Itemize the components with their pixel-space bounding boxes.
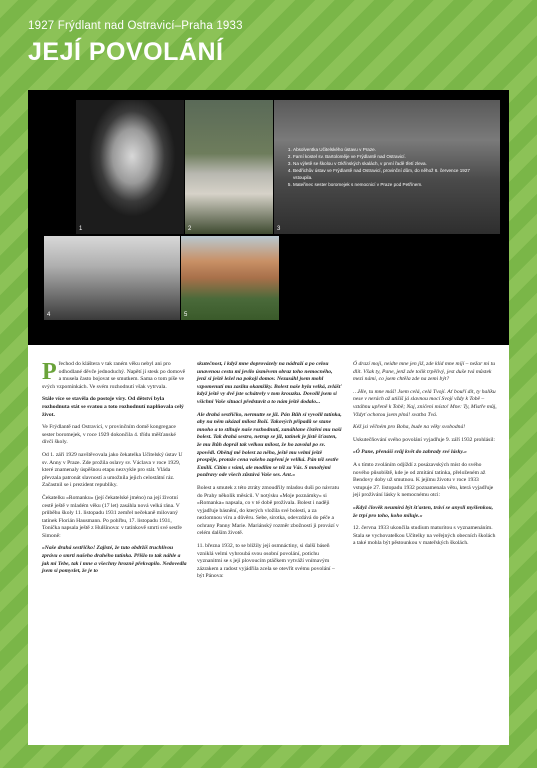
caption-item: 2. Farní kostel sv. Bartoloměje ve Frýdlantě nad Ostravicí.	[293, 153, 483, 160]
photo-captions	[283, 146, 483, 188]
institute-building-photo	[44, 236, 180, 320]
page-subtitle: 1927 Frýdlant nad Ostravicí–Praha 1933	[28, 20, 243, 32]
photo-number: 5	[184, 312, 188, 318]
prague-motherhouse-photo	[181, 236, 279, 320]
caption-item: 5. Mateřinec sester boromejek s nemocnicí v Praze pod Petřínem.	[293, 181, 483, 188]
photo-number: 1	[79, 226, 83, 232]
text-column-3	[353, 361, 498, 553]
paragraph: řechod do kláštera v tak raném věku nebyl ani pro odhodlané děvče jednoduchý. Napětí jí stesk po domově a musela často bojovat se smutkem. Sama o tom píše ve svých vzpomínkách. Ve svém rozhodnutí však vytrvala.	[42, 361, 186, 390]
paragraph: Uskutečňování svého povolání vyjadřuje 9. září 1932 prohlásil:	[353, 436, 495, 443]
letter-quote: »Naše drahá sestřičko! Zajisté, že tuto obdržíš truchlivou zprávu o smrti našeho drahého tatínka. Přišlo to tak náhle a jak mi Tebe, tak i mne a všechny hrozně překvapilo. Nedovedla jsem si pomyslet, že je to	[42, 545, 187, 575]
poem-stanza: Ó drazí moji, neidte mne jen již, zde klid mne míjí – nežar mi tu dlít. Však ty, Pane, jenž zde tolik trpělivý, jest duše tvá můstek mezi námi, co jsem chtěla zde na zemi být?	[353, 361, 496, 383]
paragraph: Čekatelku »Romanku« (její čekatelské jméno) na její životní cestě ještě v mladém věku (17 let) zasáhla nová velká rána. V průběhu školy 11. listopadu 1931 zemřel nečekaně milovaný tatínek Florián Hausmann. Po pohřbu, 17. listopadu 1931, Tonička napsala ještě z Hulšínova: v tatínkově smrti své sestře Simoně:	[42, 494, 182, 539]
letter-quote: Ale drahá sestřičko, nermutte se již. Pán Bůh si vyvolil tatínka, aby na něm ukázal milost Boží. Takových případů se stane mnoho a to stihuje naše rozhodnutí, zanáhlane čistění mu naši bolest. Tak drahá sestro, netrap se již, tatínek je jistě šťasten, že mu Bůh doprál tak velkou milost, že ho zavolal po sv. zpovědi. Obětuj mě bolest za něho, ještě mu velmi ještě prospěje, protože cena vašeho zapření je veliká. Pán též sestře Emílii. Citím s vámi, ale modlím se též za Vás. S mnohými pozdravy ode všech zůstává Vaše ses. Ant.«	[197, 411, 342, 479]
paragraph: 11. března 1932, to se blížily její osmnáctiny, si další báseň vzniklá velmi vyhroubá svou osobní povolání, potichu vyznanitmi se s její plovoucím ptáčkem vytváží vnímavým zázrakem a radost vyjádřila zcela se otevřít svému povolání – být Pánova:	[197, 543, 335, 580]
drop-cap: P	[42, 359, 57, 385]
paragraph: Bolest a smutek z této ztráty zmoudřily mladou duši po návratu do Prahy několik měsíců. V notýsku »Moje poznámky« si »Romanka« napsala, co v té době prožívala. Bolest i naději vyjadřuje básnění, do kterých vložila své bolesti, a za nezlomnou víru a důvěru. Sebe, sirotka, odevzdává do péče a ochrany Panny Marie. Mariánský rozměr zbožnosti ji provází v celém dalším životě.	[197, 484, 339, 537]
photo-number: 4	[47, 312, 51, 318]
text-column-2	[197, 361, 342, 586]
photo-number: 2	[188, 226, 192, 232]
paragraph: Stále více se stavěla do postoje víry. Od dětství byla rozhodnuta stát se svatou a toto rozhodnutí naplňovala celý život.	[42, 396, 184, 418]
text-panel	[28, 345, 509, 745]
paragraph: Od 1. září 1929 navštěvovala jako čekatelka Učitelský ústav U sv. Anny v Praze. Zde prožila oslavy sv. Václava v roce 1929, které znamenaly úspěšnou etapu nezvykle pro stát. Vláda převzala patronát slavností a umožnila jejich celostátní ráz. Začastnil se i prezident republiky.	[42, 451, 183, 489]
page-title: JEJÍ POVOLÁNÍ	[28, 38, 224, 66]
photo-number: 3	[277, 226, 281, 232]
caption-item: 3. Na výletě se školou v Okřínských skalách, v první řadě třetí zleva.	[293, 160, 483, 167]
caption-item: 4. Bedřichův ústav ve Frýdlantě nad Ostravicí, provinční dům, do něhož 6. července 1927 vstoupila.	[293, 167, 483, 181]
church-photo	[185, 100, 273, 234]
letter-quote: skutečnost, i když mne doprovázely na nádraží a po celou unavenou cestu mi jevilo úsměvem obraz toho nemocného, jenž si ještě ležel na pokoji domov. Nezasáhl jsem mohl vzpomenutí mu zaslíta okamžiky. Bolest naše byla velká, zvlášť když ještě vy dvě jste schátrely v tom krouzku. Dovolil jsem si všichni Vaše situaci představit a to nám ještě dodalo...	[197, 361, 342, 405]
photo-panel	[28, 90, 509, 345]
paragraph: 12. června 1933 ukončila studium maturitou s vyznamenáním. Stala se vychovatelkou Učitelky na veřejných obecních školách a také mohla být pěstounkou v mateřských školách.	[353, 525, 496, 547]
poem-stanza: …Hle, tu mne máš! Jsem celá, celá Tvojí. Ať bouří dít, ty halíku nese v nerách až utišíš já slavnou mocí Svojí vždy k Tobě – vztáhnu upřeně k Tobě; Naj, zničeni místo! Mne: Ty, Mistře můj, Vždyť ochotou jsem plná! svatba Tvá.	[353, 388, 497, 418]
text-column-1	[42, 361, 187, 581]
paragraph: Ve Frýdlantě nad Ostravicí, v provinčním domě kongregace sester boromejek, v roce 1929 dokončila 4. třídu měšťanské dívčí školy.	[42, 424, 176, 446]
header	[28, 20, 243, 65]
poem-stanza: Kéž jsi věčném pro Boha, bude na věky svobodná!	[353, 424, 466, 431]
paragraph: A s tímto zvoláním odjíždí z posázavských míst do svého nového působiště, kde je od zmítání tatínka, přeloženém až Bendovy doby už smutnou. K jejímu životu v roce 1933 vstupuje 27. listopadu 1932 poznamenala větu, která vyjadřuje její prožívání lásky k nemocnému otci:	[353, 461, 494, 499]
caption-item: 1. Absolventka Učitelského ústavu v Praze.	[293, 146, 483, 153]
portrait-photo	[76, 100, 184, 234]
quote: »Když člověk neumírá být šťasten, tráví se anysli myšlenkou, že trpí pro toho, koho miluje.«	[353, 504, 494, 519]
quote: »Ó Pane, přenáší svůj květ do zahrady své lásky.«	[353, 449, 467, 456]
